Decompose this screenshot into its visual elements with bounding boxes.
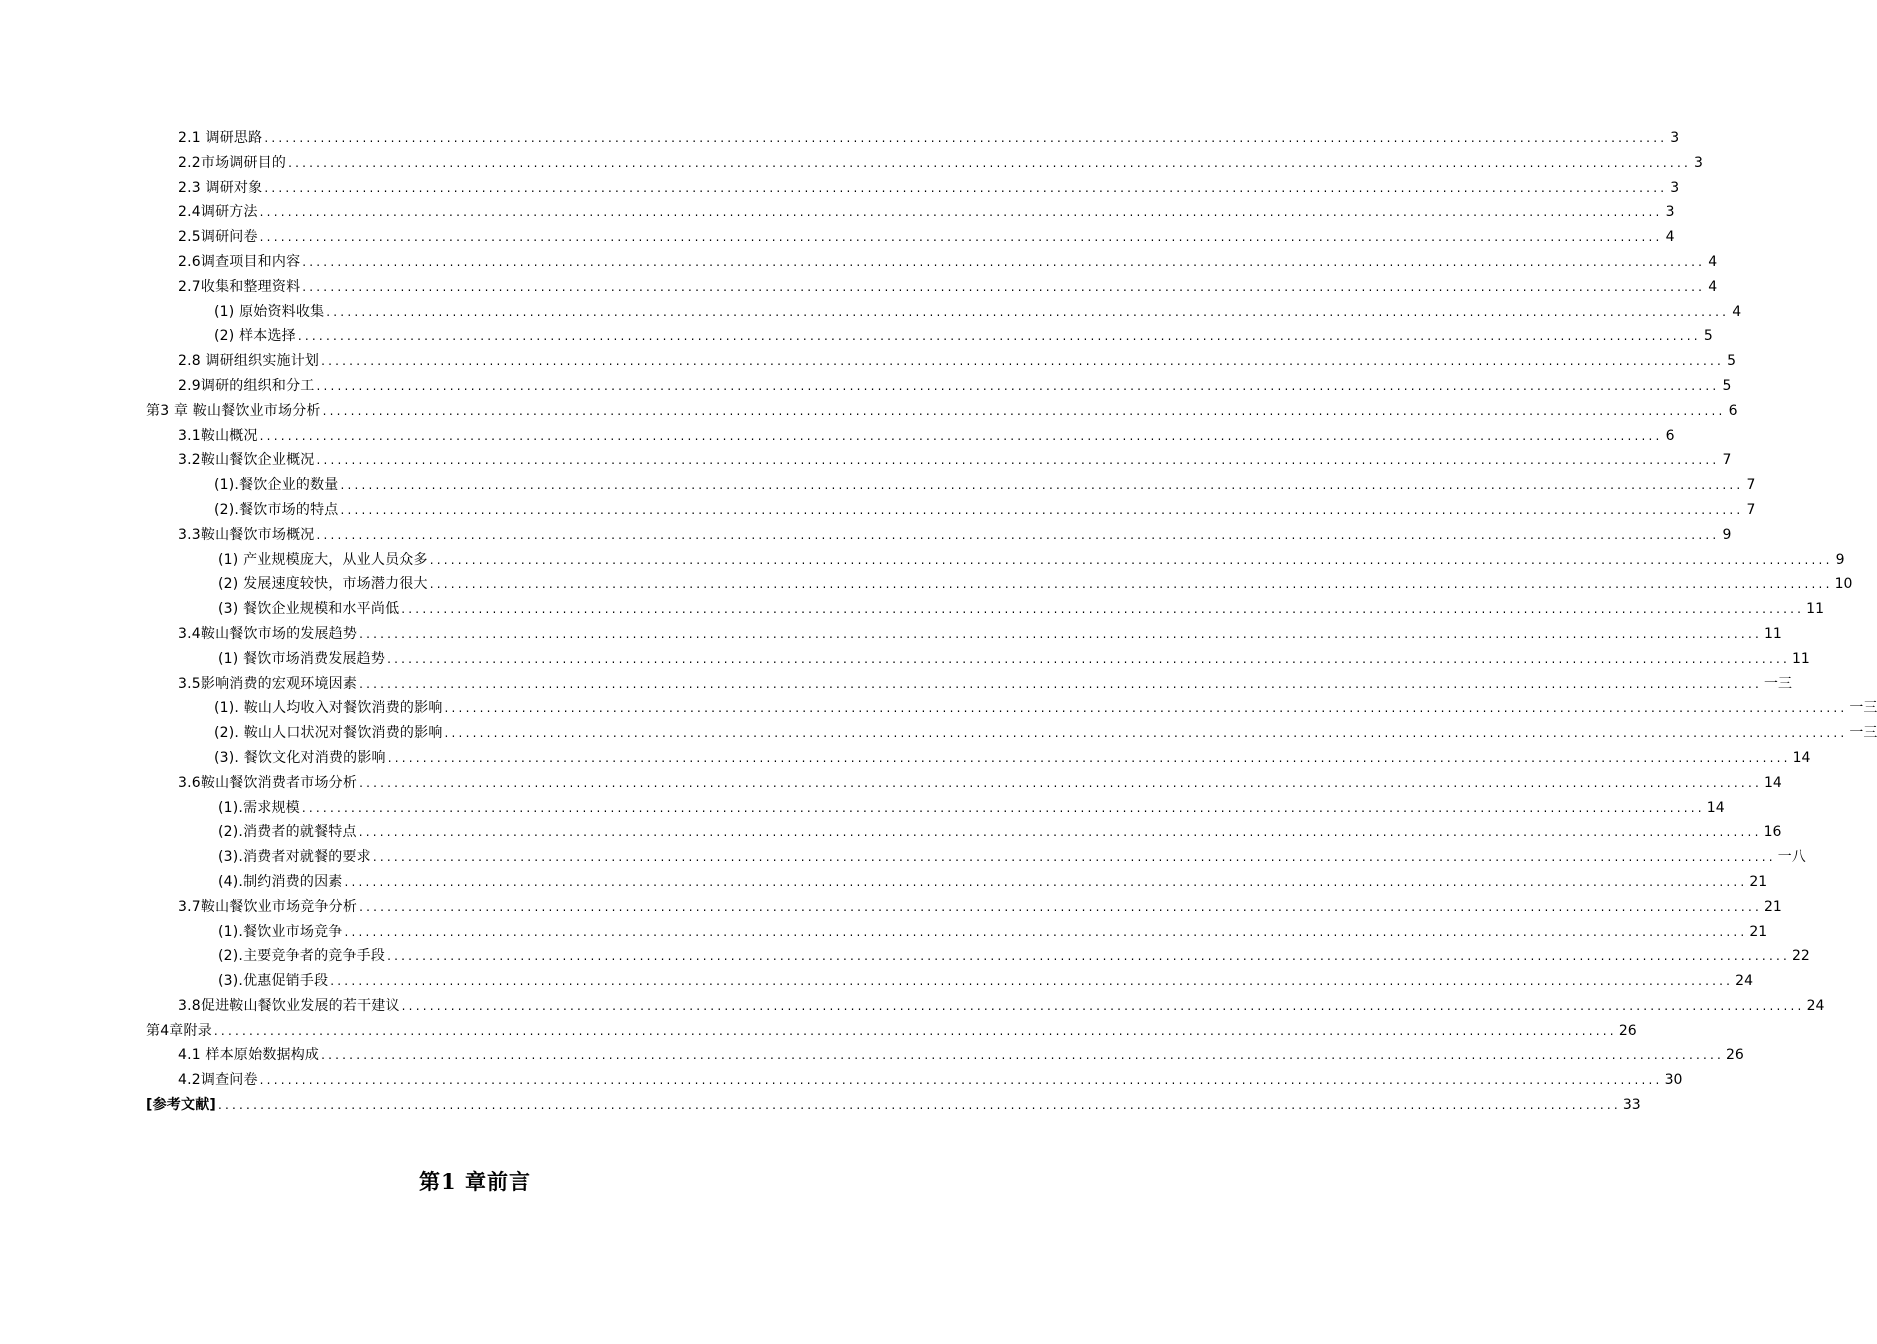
toc-entry-label: 第4章附录 [146,1022,212,1039]
toc-dot-leader: ........................................................................................................................................................................................................ [264,180,1668,195]
toc-entry[interactable] [146,225,1675,250]
toc-entry-page: 14 [1763,774,1782,791]
toc-dot-leader: ........................................................................................................................................................................................................ [387,949,1790,964]
toc-dot-leader: ........................................................................................................................................................................................................ [321,354,1725,369]
toc-entry-page: 21 [1749,873,1768,890]
toc-entry-label: (1) 产业规模庞大，从业人员众多 [218,551,428,568]
toc-entry-page: 26 [1618,1022,1637,1039]
toc-entry[interactable] [146,498,1756,523]
toc-entry[interactable] [146,920,1768,945]
toc-entry-label: (3).优惠促销手段 [218,973,329,990]
toc-entry-label: 3.2鞍山餐饮企业概况 [178,452,315,469]
toc-dot-leader: ........................................................................................................................................................................................................ [359,899,1762,914]
toc-entry-label: 2.3 调研对象 [178,179,263,196]
toc-entry-page: 一八 [1777,849,1806,866]
toc-entry[interactable] [146,944,1810,969]
toc-entry-page: 6 [1728,402,1738,419]
toc-dot-leader: ........................................................................................................................................................................................................ [330,974,1734,989]
toc-entry-page: 26 [1726,1047,1744,1064]
toc-dot-leader: ........................................................................................................................................................................................................ [259,1073,1663,1088]
toc-entry-page: 10 [1834,576,1853,593]
toc-entry-label: 3.7鞍山餐饮业市场竞争分析 [178,898,358,915]
toc-dot-leader: ........................................................................................................................................................................................................ [359,626,1762,641]
toc-entry-label: 3.1鞍山概况 [178,427,258,444]
toc-entry[interactable] [146,994,1825,1019]
toc-dot-leader: ........................................................................................................................................................................................................ [344,924,1748,939]
toc-dot-leader: ........................................................................................................................................................................................................ [372,850,1776,865]
toc-entry-page: 3 [1665,204,1675,221]
toc-entry-page: 16 [1763,824,1782,841]
toc-entry-page: 14 [1706,799,1725,816]
toc-entry[interactable] [146,473,1756,498]
toc-entry-label: 2.8 调研组织实施计划 [178,353,320,370]
toc-entry-page: 4 [1665,229,1675,246]
toc-entry[interactable] [146,647,1810,672]
toc-entry-page: 11 [1763,625,1782,642]
toc-entry-page: 24 [1735,973,1753,990]
toc-entry-page: 5 [1703,328,1713,345]
toc-entry[interactable] [146,1043,1744,1068]
toc-dot-leader: ........................................................................................................................................................................................................ [359,676,1762,691]
toc-dot-leader: ........................................................................................................................................................................................................ [259,205,1663,220]
toc-dot-leader: ........................................................................................................................................................................................................ [444,726,1848,741]
toc-entry[interactable] [146,721,1877,746]
toc-dot-leader: ........................................................................................................................................................................................................ [316,527,1720,542]
toc-entry-label: (1) 餐饮市场消费发展趋势 [218,650,386,667]
toc-entry-label: 第3 章 鞍山餐饮业市场分析 [146,402,321,419]
toc-entry-label: (2).消费者的就餐特点 [218,824,357,841]
toc-entry[interactable] [146,200,1675,225]
toc-entry-page: 21 [1749,923,1768,940]
toc-dot-leader: ........................................................................................................................................................................................................ [259,428,1663,443]
toc-entry[interactable] [146,845,1806,870]
toc-entry-label: 2.6调查项目和内容 [178,253,301,270]
chapter-heading: 第1 章前言 [419,1169,531,1194]
toc-dot-leader: ........................................................................................................................................................................................................ [387,750,1791,765]
toc-entry-label: (1). 鞍山人均收入对餐饮消费的影响 [214,700,443,717]
toc-entry-label: 3.6鞍山餐饮消费者市场分析 [178,774,358,791]
toc-entry-label: (3).消费者对就餐的要求 [218,849,371,866]
toc-entry-label: 4.1 样本原始数据构成 [178,1047,320,1064]
toc-dot-leader: ........................................................................................................................................................................................................ [340,478,1744,493]
toc-dot-leader: ........................................................................................................................................................................................................ [358,825,1762,840]
toc-entry-page: 3 [1694,154,1703,171]
toc-entry-page: 11 [1791,650,1810,667]
toc-entry-label: (2) 发展速度较快，市场潜力很大 [218,576,428,593]
toc-entry-page: 4 [1732,303,1742,320]
toc-dot-leader: ........................................................................................................................................................................................................ [302,279,1706,294]
toc-entry[interactable] [146,696,1877,721]
toc-dot-leader: ........................................................................................................................................................................................................ [401,602,1805,617]
toc-dot-leader: ........................................................................................................................................................................................................ [444,701,1848,716]
toc-entry-page: 33 [1622,1097,1641,1114]
toc-entry[interactable] [146,300,1742,325]
toc-entry-label: 2.7收集和整理资料 [178,278,301,295]
toc-entry[interactable] [146,250,1718,275]
toc-entry-page: 11 [1806,601,1824,618]
toc-entry[interactable] [146,448,1732,473]
toc-dot-leader: ........................................................................................................................................................................................................ [259,230,1663,245]
toc-dot-leader: ........................................................................................................................................................................................................ [213,1023,1617,1038]
toc-entry[interactable] [146,399,1738,424]
toc-dot-leader: ........................................................................................................................................................................................................ [316,453,1720,468]
toc-entry-page: 5 [1727,353,1737,370]
toc-entry[interactable] [146,374,1732,399]
toc-entry[interactable] [146,622,1782,647]
toc-entry[interactable] [146,523,1732,548]
toc-entry[interactable] [146,1093,1641,1118]
toc-entry-page: 3 [1670,179,1680,196]
toc-entry-page: 9 [1722,526,1732,543]
toc-entry-label: (2). 鞍山人口状况对餐饮消费的影响 [214,725,443,742]
toc-entry[interactable] [146,1068,1683,1093]
toc-entry-label: 2.9调研的组织和分工 [178,377,315,394]
toc-entry-page: 24 [1806,997,1825,1014]
toc-dot-leader: ........................................................................................................................................................................................................ [387,651,1790,666]
toc-entry[interactable] [146,424,1675,449]
toc-dot-leader: ........................................................................................................................................................................................................ [297,329,1701,344]
toc-entry-page: 21 [1763,898,1782,915]
toc-dot-leader: ........................................................................................................................................................................................................ [340,502,1744,517]
toc-entry[interactable] [146,820,1782,845]
toc-dot-leader: ........................................................................................................................................................................................................ [359,775,1762,790]
toc-entry-label: 3.3鞍山餐饮市场概况 [178,526,315,543]
toc-entry[interactable] [146,349,1737,374]
toc-dot-leader: ........................................................................................................................................................................................................ [401,998,1805,1013]
toc-dot-leader: ........................................................................................................................................................................................................ [344,874,1748,889]
toc-entry[interactable] [146,870,1768,895]
toc-entry-page: 一三 [1849,700,1877,717]
toc-entry-label: (1).餐饮业市场竞争 [218,923,343,940]
toc-entry-page: 5 [1722,377,1732,394]
toc-entry-page: 一三 [1763,675,1792,692]
toc-dot-leader: ........................................................................................................................................................................................................ [264,131,1668,145]
toc-entry-label: 3.4鞍山餐饮市场的发展趋势 [178,625,358,642]
toc-entry-page: 4 [1708,253,1718,270]
toc-dot-leader: ........................................................................................................................................................................................................ [288,155,1691,170]
toc-dot-leader: ........................................................................................................................................................................................................ [429,577,1833,592]
toc-entry-label: (3) 餐饮企业规模和水平尚低 [218,601,400,618]
toc-entry-label: (4).制约消费的因素 [218,873,343,890]
toc-entry-page: 一三 [1849,725,1877,742]
toc-entry-label: [参考文献] [146,1097,216,1114]
toc-entry[interactable] [146,151,1703,176]
toc-entry[interactable] [146,746,1811,771]
toc-entry[interactable] [146,548,1845,573]
toc-dot-leader: ........................................................................................................................................................................................................ [326,304,1730,319]
toc-entry-page: 14 [1792,749,1811,766]
toc-entry-label: 2.1 调研思路 [178,130,263,146]
toc-dot-leader: ........................................................................................................................................................................................................ [301,800,1705,815]
toc-entry-page: 7 [1746,501,1756,518]
toc-entry[interactable] [146,771,1782,796]
toc-entry[interactable] [146,672,1792,697]
toc-entry[interactable] [146,176,1680,201]
toc-entry[interactable] [146,895,1782,920]
toc-entry-label: (2).主要竞争者的竞争手段 [218,948,386,965]
toc-entry-label: (1) 原始资料收集 [214,303,325,320]
toc-entry-page: 22 [1791,948,1810,965]
toc-dot-leader: ........................................................................................................................................................................................................ [322,403,1726,418]
toc-dot-leader: ........................................................................................................................................................................................................ [218,1098,1621,1113]
toc-dot-leader: ........................................................................................................................................................................................................ [302,254,1706,269]
toc-entry[interactable] [146,126,1680,151]
toc-entry-label: 2.5调研问卷 [178,229,258,246]
toc-entry-page: 7 [1722,452,1732,469]
toc-entry-label: (3). 餐饮文化对消费的影响 [214,749,386,766]
toc-entry-label: 4.2调查问卷 [178,1072,258,1089]
toc-entry-label: 3.5影响消费的宏观环境因素 [178,675,358,692]
toc-entry-page: 30 [1664,1072,1683,1089]
toc-entry[interactable] [146,324,1713,349]
toc-entry[interactable] [146,572,1853,597]
toc-entry-label: (1).餐饮企业的数量 [214,477,339,494]
toc-dot-leader: ........................................................................................................................................................................................................ [316,378,1720,393]
toc-entry[interactable] [146,969,1753,994]
toc-entry-label: 2.4调研方法 [178,204,258,221]
toc-entry-label: (1).需求规模 [218,799,300,816]
toc-dot-leader: ........................................................................................................................................................................................................ [429,552,1833,567]
toc-dot-leader: ........................................................................................................................................................................................................ [321,1048,1725,1063]
toc-entry-page: 9 [1835,551,1845,568]
toc-entry[interactable] [146,796,1725,821]
toc-entry-page: 3 [1670,130,1680,146]
toc-entry-label: (2).餐饮市场的特点 [214,501,339,518]
toc-entry[interactable] [146,275,1718,300]
toc-entry[interactable] [146,597,1824,622]
table-of-contents [146,126,1877,1118]
toc-entry-label: (2) 样本选择 [214,328,296,345]
toc-entry-label: 3.8促进鞍山餐饮业发展的若干建议 [178,997,400,1014]
toc-entry-page: 4 [1708,278,1718,295]
toc-entry-label: 2.2市场调研目的 [178,154,287,171]
toc-entry-page: 6 [1665,427,1675,444]
toc-entry-page: 7 [1746,477,1756,494]
toc-entry[interactable] [146,1019,1637,1044]
